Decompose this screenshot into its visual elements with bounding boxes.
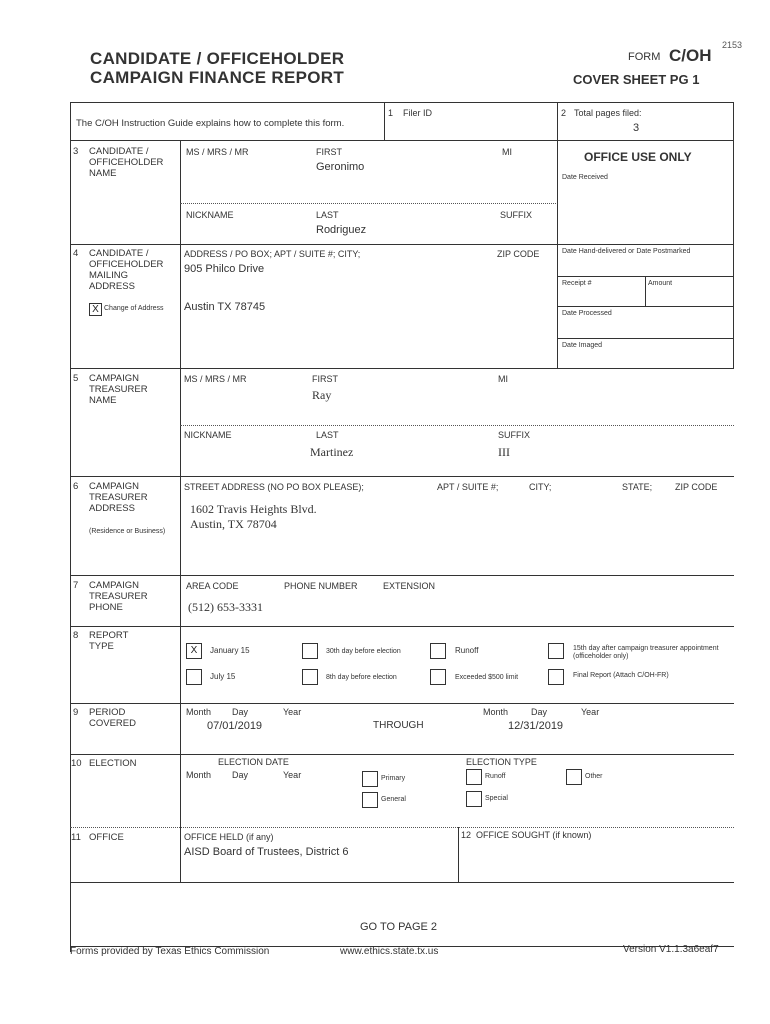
sec3-suffix-label: SUFFIX — [500, 210, 533, 220]
sec10-date-label: ELECTION DATE — [218, 757, 289, 767]
corner-stamp: 2153 — [722, 40, 743, 50]
election-primary-label: Primary — [381, 775, 406, 782]
office-sought-label: OFFICE SOUGHT (if known) — [476, 830, 592, 840]
sec3-nickname-label: NICKNAME — [186, 210, 234, 220]
total-pages-value[interactable]: 3 — [633, 122, 640, 134]
sec9-from-day-label: Day — [232, 707, 249, 717]
sec3-last-label: LAST — [316, 210, 339, 220]
sec6-city-label: CITY; — [529, 482, 552, 492]
row-rule — [557, 338, 734, 339]
report-type-15th-day-label: 15th day after campaign treasurer appointment (officeholder only) — [573, 645, 719, 660]
sec10-year-label: Year — [283, 770, 302, 780]
sec3-first-label: FIRST — [316, 147, 342, 157]
sec6-zip-label: ZIP CODE — [675, 482, 718, 492]
office-held-value[interactable]: AISD Board of Trustees, District 6 — [184, 846, 349, 858]
treasurer-phone[interactable]: (512) 653-3331 — [188, 600, 263, 614]
sec4-num: 4 — [73, 248, 79, 259]
sec10-label: ELECTION — [89, 758, 137, 769]
total-pages-label: Total pages filed: — [574, 108, 642, 118]
sec10-month-label: Month — [186, 770, 212, 780]
row-rule — [557, 244, 734, 245]
change-of-address-checkbox[interactable]: X — [89, 303, 102, 316]
row-rule — [70, 140, 734, 141]
dotted-rule — [180, 425, 734, 426]
election-special-checkbox[interactable] — [466, 791, 482, 807]
amount-label: Amount — [648, 280, 673, 287]
sec5-first-label: FIRST — [312, 374, 338, 384]
treasurer-address-line2[interactable]: Austin, TX 78704 — [190, 517, 277, 531]
candidate-last-name[interactable]: Rodriguez — [316, 224, 367, 236]
mailing-address-line1[interactable]: 905 Philco Drive — [184, 263, 265, 275]
title-line-1: CANDIDATE / OFFICEHOLDER — [90, 49, 345, 68]
sec4-label: CANDIDATE / OFFICEHOLDER MAILING ADDRESS — [89, 248, 164, 292]
sec7-num: 7 — [73, 580, 79, 591]
form-prefix: FORM — [628, 51, 661, 63]
sec5-nickname-label: NICKNAME — [184, 430, 232, 440]
election-runoff-label: Runoff — [485, 773, 506, 780]
sec5-mi-label: MI — [498, 374, 508, 384]
sec3-ms-label: MS / MRS / MR — [186, 147, 249, 157]
cover-sheet-label: COVER SHEET PG 1 — [573, 72, 700, 87]
sec3-num: 3 — [73, 146, 79, 157]
report-type-july-15-checkbox[interactable] — [186, 669, 202, 685]
row-rule — [70, 703, 734, 704]
candidate-first-name[interactable]: Geronimo — [316, 161, 365, 173]
dotted-rule — [180, 203, 558, 204]
mailing-address-line2[interactable]: Austin TX 78745 — [184, 301, 266, 313]
report-type-30th-day-checkbox[interactable] — [302, 643, 318, 659]
sec7-label: CAMPAIGN TREASURER PHONE — [89, 580, 148, 613]
row-rule — [70, 476, 734, 477]
treasurer-last-name[interactable]: Martinez — [310, 445, 354, 459]
sec5-suffix-label: SUFFIX — [498, 430, 531, 440]
date-received-label: Date Received — [562, 174, 608, 181]
divider — [733, 140, 734, 368]
row-rule — [70, 368, 734, 369]
treasurer-first-name[interactable]: Ray — [312, 388, 332, 402]
go-to-page-2: GO TO PAGE 2 — [360, 921, 438, 933]
row-rule — [557, 306, 734, 307]
report-type-exceeded-checkbox[interactable] — [430, 669, 446, 685]
sec5-last-label: LAST — [316, 430, 339, 440]
sec6-label: CAMPAIGN TREASURER ADDRESS — [89, 481, 148, 514]
period-through-label: THROUGH — [373, 720, 424, 731]
divider — [645, 276, 646, 306]
divider — [458, 827, 459, 882]
version-text: Version V1.1.3a6eaf7 — [623, 944, 719, 955]
sec9-from-month-label: Month — [186, 707, 212, 717]
sec5-num: 5 — [73, 373, 79, 384]
sec9-to-month-label: Month — [483, 707, 509, 717]
election-special-label: Special — [485, 795, 508, 802]
sec9-to-year-label: Year — [581, 707, 600, 717]
sec7-ext-label: EXTENSION — [383, 581, 436, 591]
election-general-label: General — [381, 796, 406, 803]
title-line-2: CAMPAIGN FINANCE REPORT — [90, 68, 345, 87]
election-general-checkbox[interactable] — [362, 792, 378, 808]
total-pages-num: 2 — [561, 108, 567, 118]
office-sought-num: 12 — [461, 830, 472, 840]
sec3-mi-label: MI — [502, 147, 512, 157]
sec11-label: OFFICE — [89, 832, 124, 843]
sec7-area-label: AREA CODE — [186, 581, 239, 591]
date-imaged-label: Date Imaged — [562, 342, 603, 349]
report-type-30th-day-label: 30th day before election — [326, 648, 401, 655]
sec9-num: 9 — [73, 707, 79, 718]
filer-id-num: 1 — [388, 108, 394, 118]
treasurer-suffix[interactable]: III — [498, 445, 510, 459]
report-type-runoff-checkbox[interactable] — [430, 643, 446, 659]
sec7-phone-label: PHONE NUMBER — [284, 581, 358, 591]
report-type-january-15-checkbox[interactable]: X — [186, 643, 202, 659]
sec3-label: CANDIDATE / OFFICEHOLDER NAME — [89, 146, 164, 179]
period-to-date[interactable]: 12/31/2019 — [508, 720, 564, 732]
row-rule — [70, 754, 734, 755]
election-runoff-checkbox[interactable] — [466, 769, 482, 785]
sec6-state-label: STATE; — [622, 482, 653, 492]
frame-right-top — [733, 102, 734, 140]
row-rule — [70, 244, 558, 245]
divider — [180, 827, 181, 882]
election-other-label: Other — [585, 773, 603, 780]
sec11-num: 11 — [71, 832, 81, 843]
sec6-sublabel: (Residence or Business) — [89, 528, 166, 535]
divider — [557, 140, 558, 368]
report-type-final-label: Final Report (Attach C/OH-FR) — [573, 672, 669, 679]
sec4-zip-label: ZIP CODE — [497, 249, 540, 259]
ethics-url[interactable]: www.ethics.state.tx.us — [340, 946, 439, 957]
sec9-to-day-label: Day — [531, 707, 548, 717]
sec9-label: PERIOD COVERED — [89, 707, 136, 729]
report-type-8th-day-label: 8th day before election — [326, 674, 397, 681]
report-type-15th-day-checkbox[interactable] — [548, 643, 564, 659]
sec8-label: REPORT TYPE — [89, 630, 129, 652]
sec9-from-year-label: Year — [283, 707, 302, 717]
report-type-july-15-label: July 15 — [210, 672, 236, 681]
divider — [384, 102, 385, 140]
sec8-num: 8 — [73, 630, 79, 641]
sec6-street-label: STREET ADDRESS (NO PO BOX PLEASE); — [184, 482, 364, 492]
sec6-num: 6 — [73, 481, 79, 492]
frame-left — [70, 102, 71, 952]
filer-id-label: Filer ID — [403, 108, 432, 118]
report-type-8th-day-checkbox[interactable] — [302, 669, 318, 685]
report-type-runoff-label: Runoff — [455, 646, 479, 655]
row-rule — [70, 575, 734, 576]
sec10-day-label: Day — [232, 770, 249, 780]
treasurer-address-line1[interactable]: 1602 Travis Heights Blvd. — [190, 502, 317, 516]
date-processed-label: Date Processed — [562, 310, 612, 317]
forms-provided-text: Forms provided by Texas Ethics Commission — [70, 946, 270, 957]
office-use-title: OFFICE USE ONLY — [584, 150, 692, 164]
period-from-date[interactable]: 07/01/2019 — [207, 720, 263, 732]
row-rule — [70, 626, 734, 627]
election-other-checkbox[interactable] — [566, 769, 582, 785]
divider — [557, 102, 558, 140]
office-held-label: OFFICE HELD (if any) — [184, 832, 274, 842]
sec10-type-label: ELECTION TYPE — [466, 757, 537, 767]
row-rule — [70, 882, 734, 883]
report-type-january-15-label: January 15 — [210, 646, 250, 655]
report-type-exceeded-label: Exceeded $500 limit — [455, 674, 519, 681]
dotted-rule — [70, 827, 734, 828]
date-hand-delivered-label: Date Hand-delivered or Date Postmarked — [562, 248, 691, 255]
election-primary-checkbox[interactable] — [362, 771, 378, 787]
sec4-address-label: ADDRESS / PO BOX; APT / SUITE #; CITY; — [184, 249, 361, 259]
change-of-address-label: Change of Address — [104, 305, 164, 312]
sec6-apt-label: APT / SUITE #; — [437, 482, 499, 492]
sec5-label: CAMPAIGN TREASURER NAME — [89, 373, 148, 406]
form-code: C/OH — [669, 46, 712, 65]
sec10-num: 10 — [71, 758, 82, 769]
receipt-label: Receipt # — [562, 280, 592, 287]
sec5-ms-label: MS / MRS / MR — [184, 374, 247, 384]
instruction-text: The C/OH Instruction Guide explains how to complete this form. — [76, 118, 345, 129]
frame-top — [70, 102, 734, 103]
report-type-final-checkbox[interactable] — [548, 669, 564, 685]
